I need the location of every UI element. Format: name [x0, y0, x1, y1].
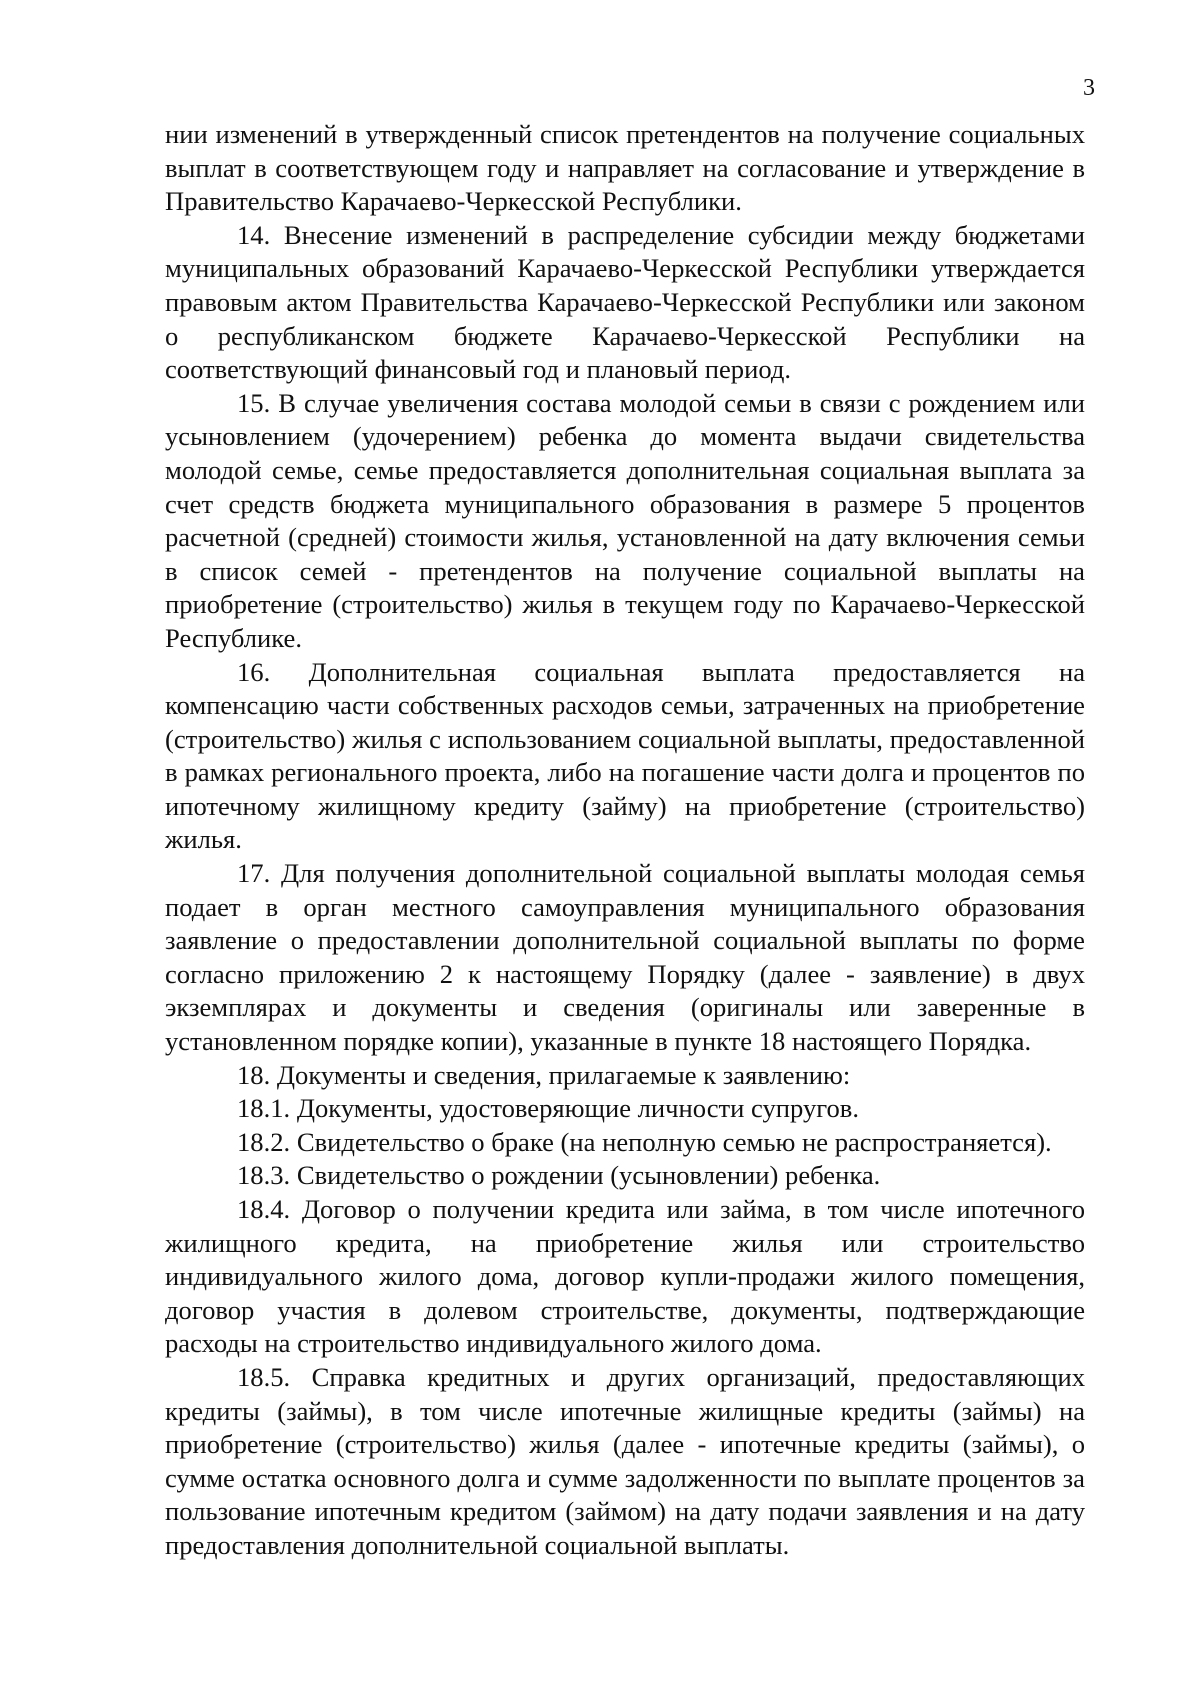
- paragraph-18-5: 18.5. Справка кредитных и других организаций, предоставляющих кредиты (займы), в том числе ипотечные жилищные кредиты (займы) на приобретение (строительство) жилья (далее - ипотечные кредиты (займы), о сумме остатка основного долга и сумме задолженности по выплате процентов за пользование ипотечным кредитом (займом) на дату подачи заявления и на дату предоставления дополнительной социальной выплаты.: [165, 1361, 1085, 1560]
- paragraph-18: 18. Документы и сведения, прилагаемые к заявлению:: [237, 1059, 851, 1090]
- paragraph-14: 14. Внесение изменений в распределение субсидии между бюджетами муниципальных образований Карачаево-Черкесской Республики утверждается правовым актом Правительства Карачаево-Черкесской Республики или законом о республиканском бюджете Карачаево-Черкесской Республики на соответствующий финансовый год и плановый период.: [165, 219, 1085, 385]
- paragraph-18-1: 18.1. Документы, удостоверяющие личности супругов.: [237, 1093, 860, 1124]
- paragraph-13-continuation: нии изменений в утвержденный список претендентов на получение социальных выплат в соответствующем году и направляет на согласование и утверждение в Правительство Карачаево-Черкесской Республики.: [165, 119, 1085, 217]
- paragraph-15: 15. В случае увеличения состава молодой семьи в связи с рождением или усыновлением (удочерением) ребенка до момента выдачи свидетельства молодой семье, семье предоставляется дополнительная социальная выплата за счет средств бюджета муниципального образования в размере 5 процентов расчетной (средней) стоимости жилья, установленной на дату включения семьи в список семей - претендентов на получение социальной выплаты на приобретение (строительство) жилья в текущем году по Карачаево-Черкесской Республике.: [165, 387, 1085, 653]
- paragraph-16: 16. Дополнительная социальная выплата предоставляется на компенсацию части собственных расходов семьи, затраченных на приобретение (строительство) жилья с использованием социальной выплаты, предоставленной в рамках регионального проекта, либо на погашение части долга и процентов по ипотечному жилищному кредиту (займу) на приобретение (строительство) жилья.: [165, 656, 1085, 855]
- paragraph-18-3: 18.3. Свидетельство о рождении (усыновлении) ребенка.: [237, 1160, 881, 1191]
- document-body: [165, 118, 1085, 1563]
- paragraph-18-2: 18.2. Свидетельство о браке (на неполную семью не распространяется).: [237, 1126, 1052, 1157]
- page-number: 3: [1083, 75, 1095, 101]
- paragraph-17: 17. Для получения дополнительной социальной выплаты молодая семья подает в орган местного самоуправления муниципального образования заявление о предоставлении дополнительной социальной выплаты по форме согласно приложению 2 к настоящему Порядку (далее - заявление) в двух экземплярах и документы и сведения (оригиналы или заверенные в установленном порядке копии), указанные в пункте 18 настоящего Порядка.: [165, 858, 1085, 1057]
- paragraph-18-4: 18.4. Договор о получении кредита или займа, в том числе ипотечного жилищного кредита, на приобретение жилья или строительство индивидуального жилого дома, договор купли-продажи жилого помещения, договор участия в долевом строительстве, документы, подтверждающие расходы на строительство индивидуального жилого дома.: [165, 1194, 1085, 1359]
